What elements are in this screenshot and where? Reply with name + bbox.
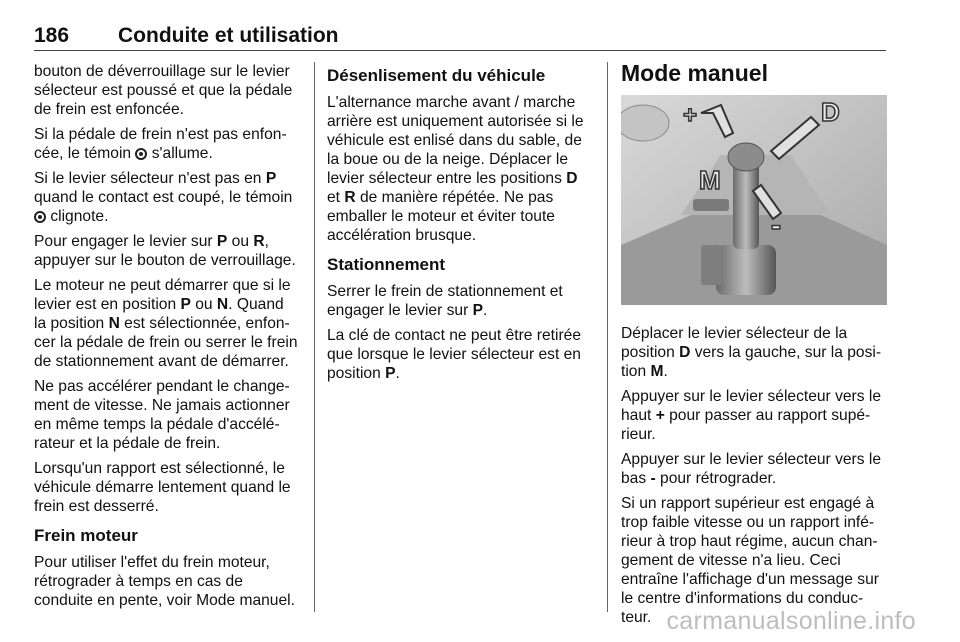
paragraph: Lorsqu'un rapport est sélectionné, le véhicule démarre lentement quand le frein est desserré.	[34, 460, 291, 515]
column-divider	[607, 62, 608, 612]
brake-pedal-warning-icon	[34, 211, 46, 223]
paragraph: Serrer le frein de stationnement et engager le levier sur P.	[327, 283, 563, 319]
page-header	[34, 24, 886, 52]
paragraph: Ne pas accélérer pendant le changement de vitesse. Ne jamais actionner en même temps la pédale d'accélérateur et la pédale de frein.	[34, 378, 290, 452]
paragraph: Appuyer sur le levier sélecteur vers le haut + pour passer au rapport supérieur.	[621, 388, 882, 443]
paragraph: Pour engager le levier sur P ou R, appuyer sur le bouton de verrouillage.	[34, 233, 296, 269]
page-number: 186	[34, 24, 70, 47]
brake-pedal-warning-icon	[135, 148, 147, 160]
column-1	[34, 62, 300, 616]
paragraph: Le moteur ne peut démarrer que si le levier est en position P ou N. Quand la position N est sélectionnée, enfoncer la pédale de frein ou serrer le frein de stationnement avant de démarrer.	[34, 277, 298, 370]
drive-label: D	[821, 97, 840, 127]
paragraph: La clé de contact ne peut être retirée que lorsque le levier sélecteur est en position P.	[327, 327, 581, 382]
column-2	[327, 62, 589, 389]
minus-label: -	[771, 209, 781, 242]
watermark: carmanualsonline.info	[666, 607, 916, 635]
plus-label: +	[683, 102, 698, 129]
paragraph: Si la pédale de frein n'est pas enfoncée, le témoin s'allume.	[34, 126, 287, 162]
section-heading-mode-manuel: Mode manuel	[621, 60, 768, 86]
console-button	[701, 245, 721, 285]
manual-label: M	[699, 165, 721, 195]
lever-boot	[716, 245, 776, 295]
column-divider	[314, 62, 315, 612]
paragraph: Pour utiliser l'effet du frein moteur, rétrograder à temps en cas de conduite en pente, voir Mode manuel.	[34, 554, 295, 609]
paragraph: Appuyer sur le levier sélecteur vers le bas - pour rétrograder.	[621, 451, 882, 487]
paragraph: L'alternance marche avant / marche arrière est uniquement autorisée si le véhicule est enlisé dans du sable, de la boue ou de la neige. Déplacer le levier sélecteur entre les positions D et R de manière répétée. Ne pas emballer le moteur et éviter toute accélération brusque.	[327, 94, 584, 244]
column-3	[621, 62, 887, 633]
paragraph: Déplacer le levier sélecteur de la position D vers la gauche, sur la position M.	[621, 325, 882, 380]
section-heading-frein-moteur: Frein moteur	[34, 526, 138, 545]
console-button	[693, 199, 729, 211]
header-divider	[34, 50, 886, 51]
section-heading-stationnement: Stationnement	[327, 255, 446, 274]
gear-selector-illustration	[621, 95, 887, 305]
vent-left	[621, 105, 669, 141]
section-heading-desenlisement: Désenlisement du véhicule	[327, 66, 546, 85]
paragraph: bouton de déverrouillage sur le levier sélecteur est poussé et que la pédale de frein est enfoncée.	[34, 63, 293, 118]
paragraph: Si le levier sélecteur n'est pas en P quand le contact est coupé, le témoin clignote.	[34, 170, 293, 225]
paragraph: Si un rapport supérieur est engagé à trop faible vitesse ou un rapport inférieur à trop haut régime, aucun changement de vitesse n'a lieu. Ceci entraîne l'affichage d'un message sur le centre d'informations du conducteur.	[621, 495, 879, 626]
chapter-title: Conduite et utilisation	[118, 24, 339, 47]
gear-knob	[728, 143, 764, 171]
